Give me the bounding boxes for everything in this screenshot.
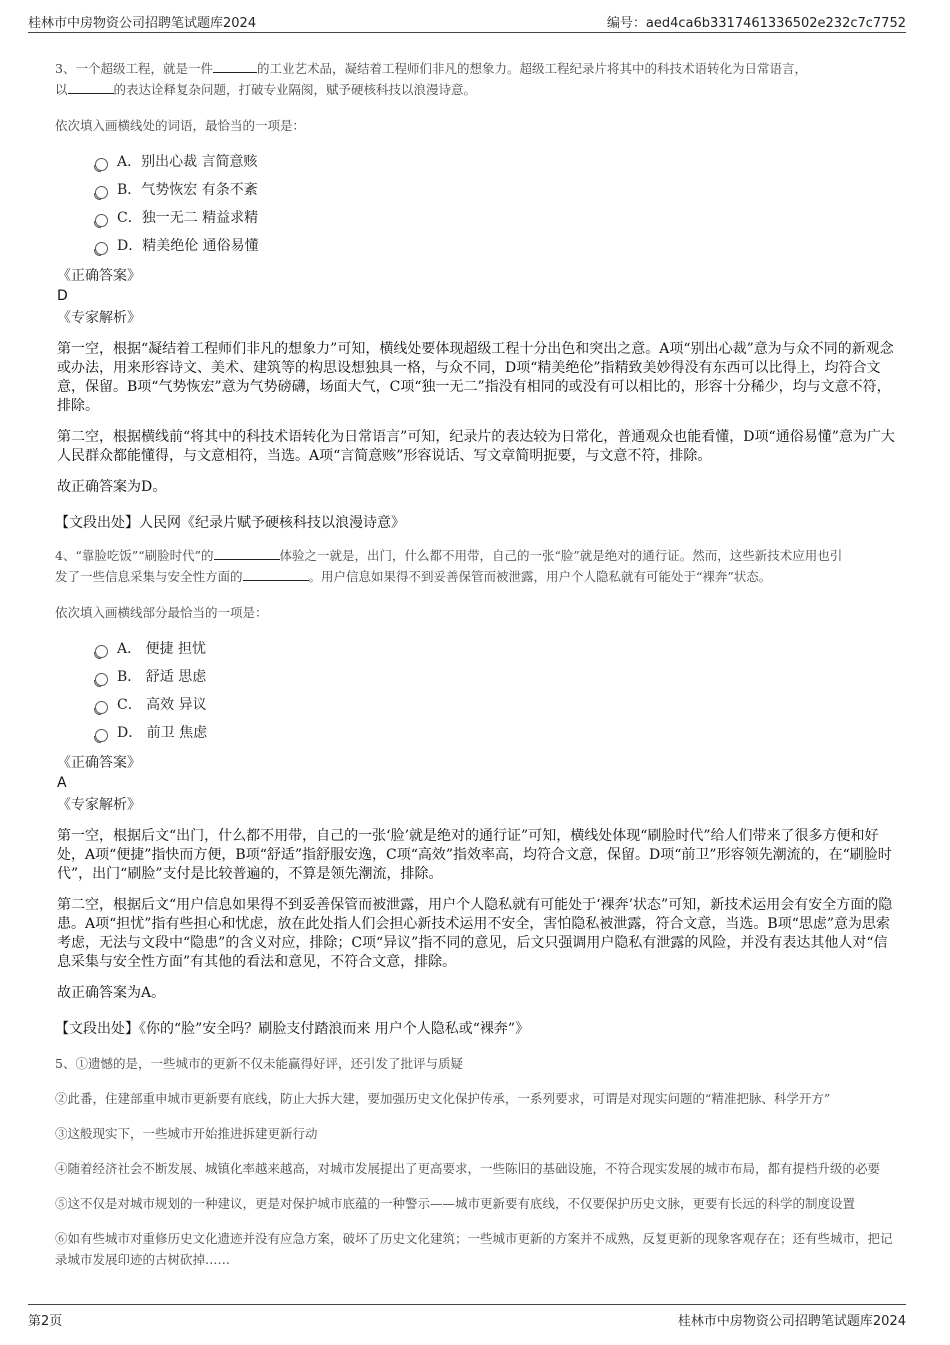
header-rule — [28, 32, 906, 33]
radio-icon[interactable] — [95, 158, 108, 171]
radio-icon[interactable] — [95, 214, 108, 227]
option-label: D．精美绝伦 通俗易懂 — [117, 238, 259, 254]
q4-answer: A — [57, 775, 67, 791]
header-doc-id: 编号：aed4ca6b3317461336502e232c7c7752 — [606, 16, 906, 31]
footer-title: 桂林市中房物资公司招聘笔试题库2024 — [677, 1314, 906, 1329]
q3-stem-a: 3、一个超级工程，就是一件 — [55, 61, 213, 76]
q3-options — [95, 148, 897, 260]
q5-item: ②此番，住建部重申城市更新要有底线，防止大拆大建，要加强历史文化保护传承，一系列要求，可谓是对现实问题的“精准把脉、科学开方” — [55, 1091, 831, 1106]
radio-icon[interactable] — [95, 186, 108, 199]
q3-conclusion: 故正确答案为D。 — [57, 479, 167, 495]
q3-stem-b: 的工业艺术品，凝结着工程师们非凡的想象力。超级工程纪录片将其中的科技术语转化为日常语言， — [256, 61, 807, 76]
q3-blank-1 — [213, 60, 257, 73]
q4-option-a[interactable] — [95, 635, 897, 663]
q3-prompt: 依次填入画横线处的词语，最恰当的一项是： — [55, 118, 306, 133]
q4-stem-a: 4、“靠脸吃饭”“刷脸时代”的 — [55, 548, 214, 563]
q3-analysis-tag: 《专家解析》 — [57, 310, 141, 326]
radio-icon[interactable] — [95, 645, 108, 658]
option-label: C．独一无二 精益求精 — [117, 210, 259, 226]
q3-answer-tag: 《正确答案》 — [57, 268, 141, 284]
q3-stem-d: 的表达诠释复杂问题，打破专业隔阂，赋予硬核科技以浪漫诗意。 — [113, 82, 477, 97]
q3-option-c[interactable] — [95, 204, 897, 232]
option-label: A．别出心裁 言简意赅 — [117, 154, 258, 170]
q5-block — [55, 1053, 897, 1270]
q4-stem — [55, 545, 897, 587]
q3-answer: D — [57, 288, 68, 304]
q4-analysis-para-1: 第一空，根据后文“出门，什么都不用带，自己的一张‘脸’就是绝对的通行证”可知，横线处体现“刷脸时代”给人们带来了很多方便和好处，A项“便捷”指快而方便，B项“舒适”指舒服安逸，C项“高效”指效率高，均符合文意，保留。D项“前卫”形容领先潮流的，在“刷脸时代”，出门“刷脸”支付是比较普遍的，不算是领先潮流，排除。 — [57, 828, 892, 882]
q3-stem-c: 以 — [55, 82, 68, 97]
option-label: C． 高效 异议 — [117, 697, 207, 713]
q5-item: ⑥如有些城市对重修历史文化遗迹并没有应急方案，破坏了历史文化建筑；一些城市更新的方案并不成熟，反复更新的现象客观存在；还有些城市，把记录城市发展印迹的古树砍掉…… — [55, 1231, 893, 1267]
q3-option-b[interactable] — [95, 176, 897, 204]
page-header — [28, 12, 906, 31]
q5-item: ⑤这不仅是对城市规划的一种建议，更是对保护城市底蕴的一种警示——城市更新要有底线，不仅要保护历史文脉，更要有长远的科学的制度设置 — [55, 1196, 856, 1211]
q5-item: ③这般现实下，一些城市开始推进拆建更新行动 — [55, 1126, 318, 1141]
q3-blank-2 — [68, 81, 114, 94]
footer-rule — [28, 1304, 906, 1305]
q4-analysis-para-2: 第二空，根据后文“用户信息如果得不到妥善保管而被泄露，用户个人隐私就有可能处于‘裸奔’状态”可知，新技术运用会有安全方面的隐患。A项“担忧”指有些担心和忧虑，放在此处指人们会担心新技术运用不安全，害怕隐私被泄露，符合文意，当选。B项“思虑”意为思索考虑，无法与文段中“隐患”的含义对应，排除；C项“异议”指不同的意见，后文只强调用户隐私有泄露的风险，并没有表达其他人对“信息采集与安全性方面”有其他的看法和意见，不符合文意，排除。 — [57, 897, 893, 970]
q4-stem-c: 发了一些信息采集与安全性方面的 — [55, 569, 243, 584]
q4-stem-d: 。用户信息如果得不到妥善保管而被泄露，用户个人隐私就有可能处于“裸奔”状态。 — [308, 569, 772, 584]
q4-option-d[interactable] — [95, 719, 897, 747]
q4-source: 【文段出处】《你的“脸”安全吗？刷脸支付踏浪而来 用户个人隐私或“裸奔”》 — [55, 1021, 530, 1037]
q3-source: 【文段出处】人民网《纪录片赋予硬核科技以浪漫诗意》 — [55, 515, 405, 531]
q3-option-d[interactable] — [95, 232, 897, 260]
page-footer — [28, 1310, 906, 1329]
radio-icon[interactable] — [95, 729, 108, 742]
page-number: 第2页 — [28, 1314, 63, 1329]
q5-item: 5、①遗憾的是，一些城市的更新不仅未能赢得好评，还引发了批评与质疑 — [55, 1056, 463, 1071]
q4-conclusion: 故正确答案为A。 — [57, 985, 166, 1001]
option-label: A． 便捷 担忧 — [117, 641, 207, 657]
q4-prompt: 依次填入画横线部分最恰当的一项是： — [55, 605, 268, 620]
header-title: 桂林市中房物资公司招聘笔试题库2024 — [28, 16, 257, 31]
q4-blank-1 — [214, 547, 280, 560]
q4-stem-b: 体验之一就是，出门，什么都不用带，自己的一张“脸”就是绝对的通行证。然而，这些新技术应用也引 — [279, 548, 843, 563]
radio-icon[interactable] — [95, 673, 108, 686]
q4-option-b[interactable] — [95, 663, 897, 691]
q3-stem — [55, 58, 897, 100]
option-label: B．气势恢宏 有条不紊 — [117, 182, 258, 198]
q3-option-a[interactable] — [95, 148, 897, 176]
q3-analysis-para-1: 第一空，根据“凝结着工程师们非凡的想象力”可知，横线处要体现超级工程十分出色和突出之意。A项“别出心裁”意为与众不同的新观念或办法，用来形容诗文、美术、建筑等的构思设想独具一格，与众不同，D项“精美绝伦”指精致美妙得没有东西可以比得上，均符合文意，保留。B项“气势恢宏”意为气势磅礴，场面大气，C项“独一无二”指没有相同的或没有可以相比的，形容十分稀少，均与文意不符，排除。 — [57, 341, 894, 414]
q4-options — [95, 635, 897, 747]
option-label: D． 前卫 焦虑 — [117, 725, 208, 741]
radio-icon[interactable] — [95, 701, 108, 714]
q4-option-c[interactable] — [95, 691, 897, 719]
q4-analysis-tag: 《专家解析》 — [57, 797, 141, 813]
q5-item: ④随着经济社会不断发展、城镇化率越来越高，对城市发展提出了更高要求，一些陈旧的基础设施，不符合现实发展的城市布局，都有提档升级的必要 — [55, 1161, 881, 1176]
page-content — [55, 58, 897, 1284]
q4-blank-2 — [243, 568, 309, 581]
option-label: B． 舒适 思虑 — [117, 669, 207, 685]
radio-icon[interactable] — [95, 242, 108, 255]
q4-answer-tag: 《正确答案》 — [57, 755, 141, 771]
q3-analysis-para-2: 第二空，根据横线前“将其中的科技术语转化为日常语言”可知，纪录片的表达较为日常化，普通观众也能看懂，D项“通俗易懂”意为广大人民群众都能懂得，与文意相符，当选。A项“言简意赅”形容说话、写文章简明扼要，与文意不符，排除。 — [57, 429, 895, 464]
